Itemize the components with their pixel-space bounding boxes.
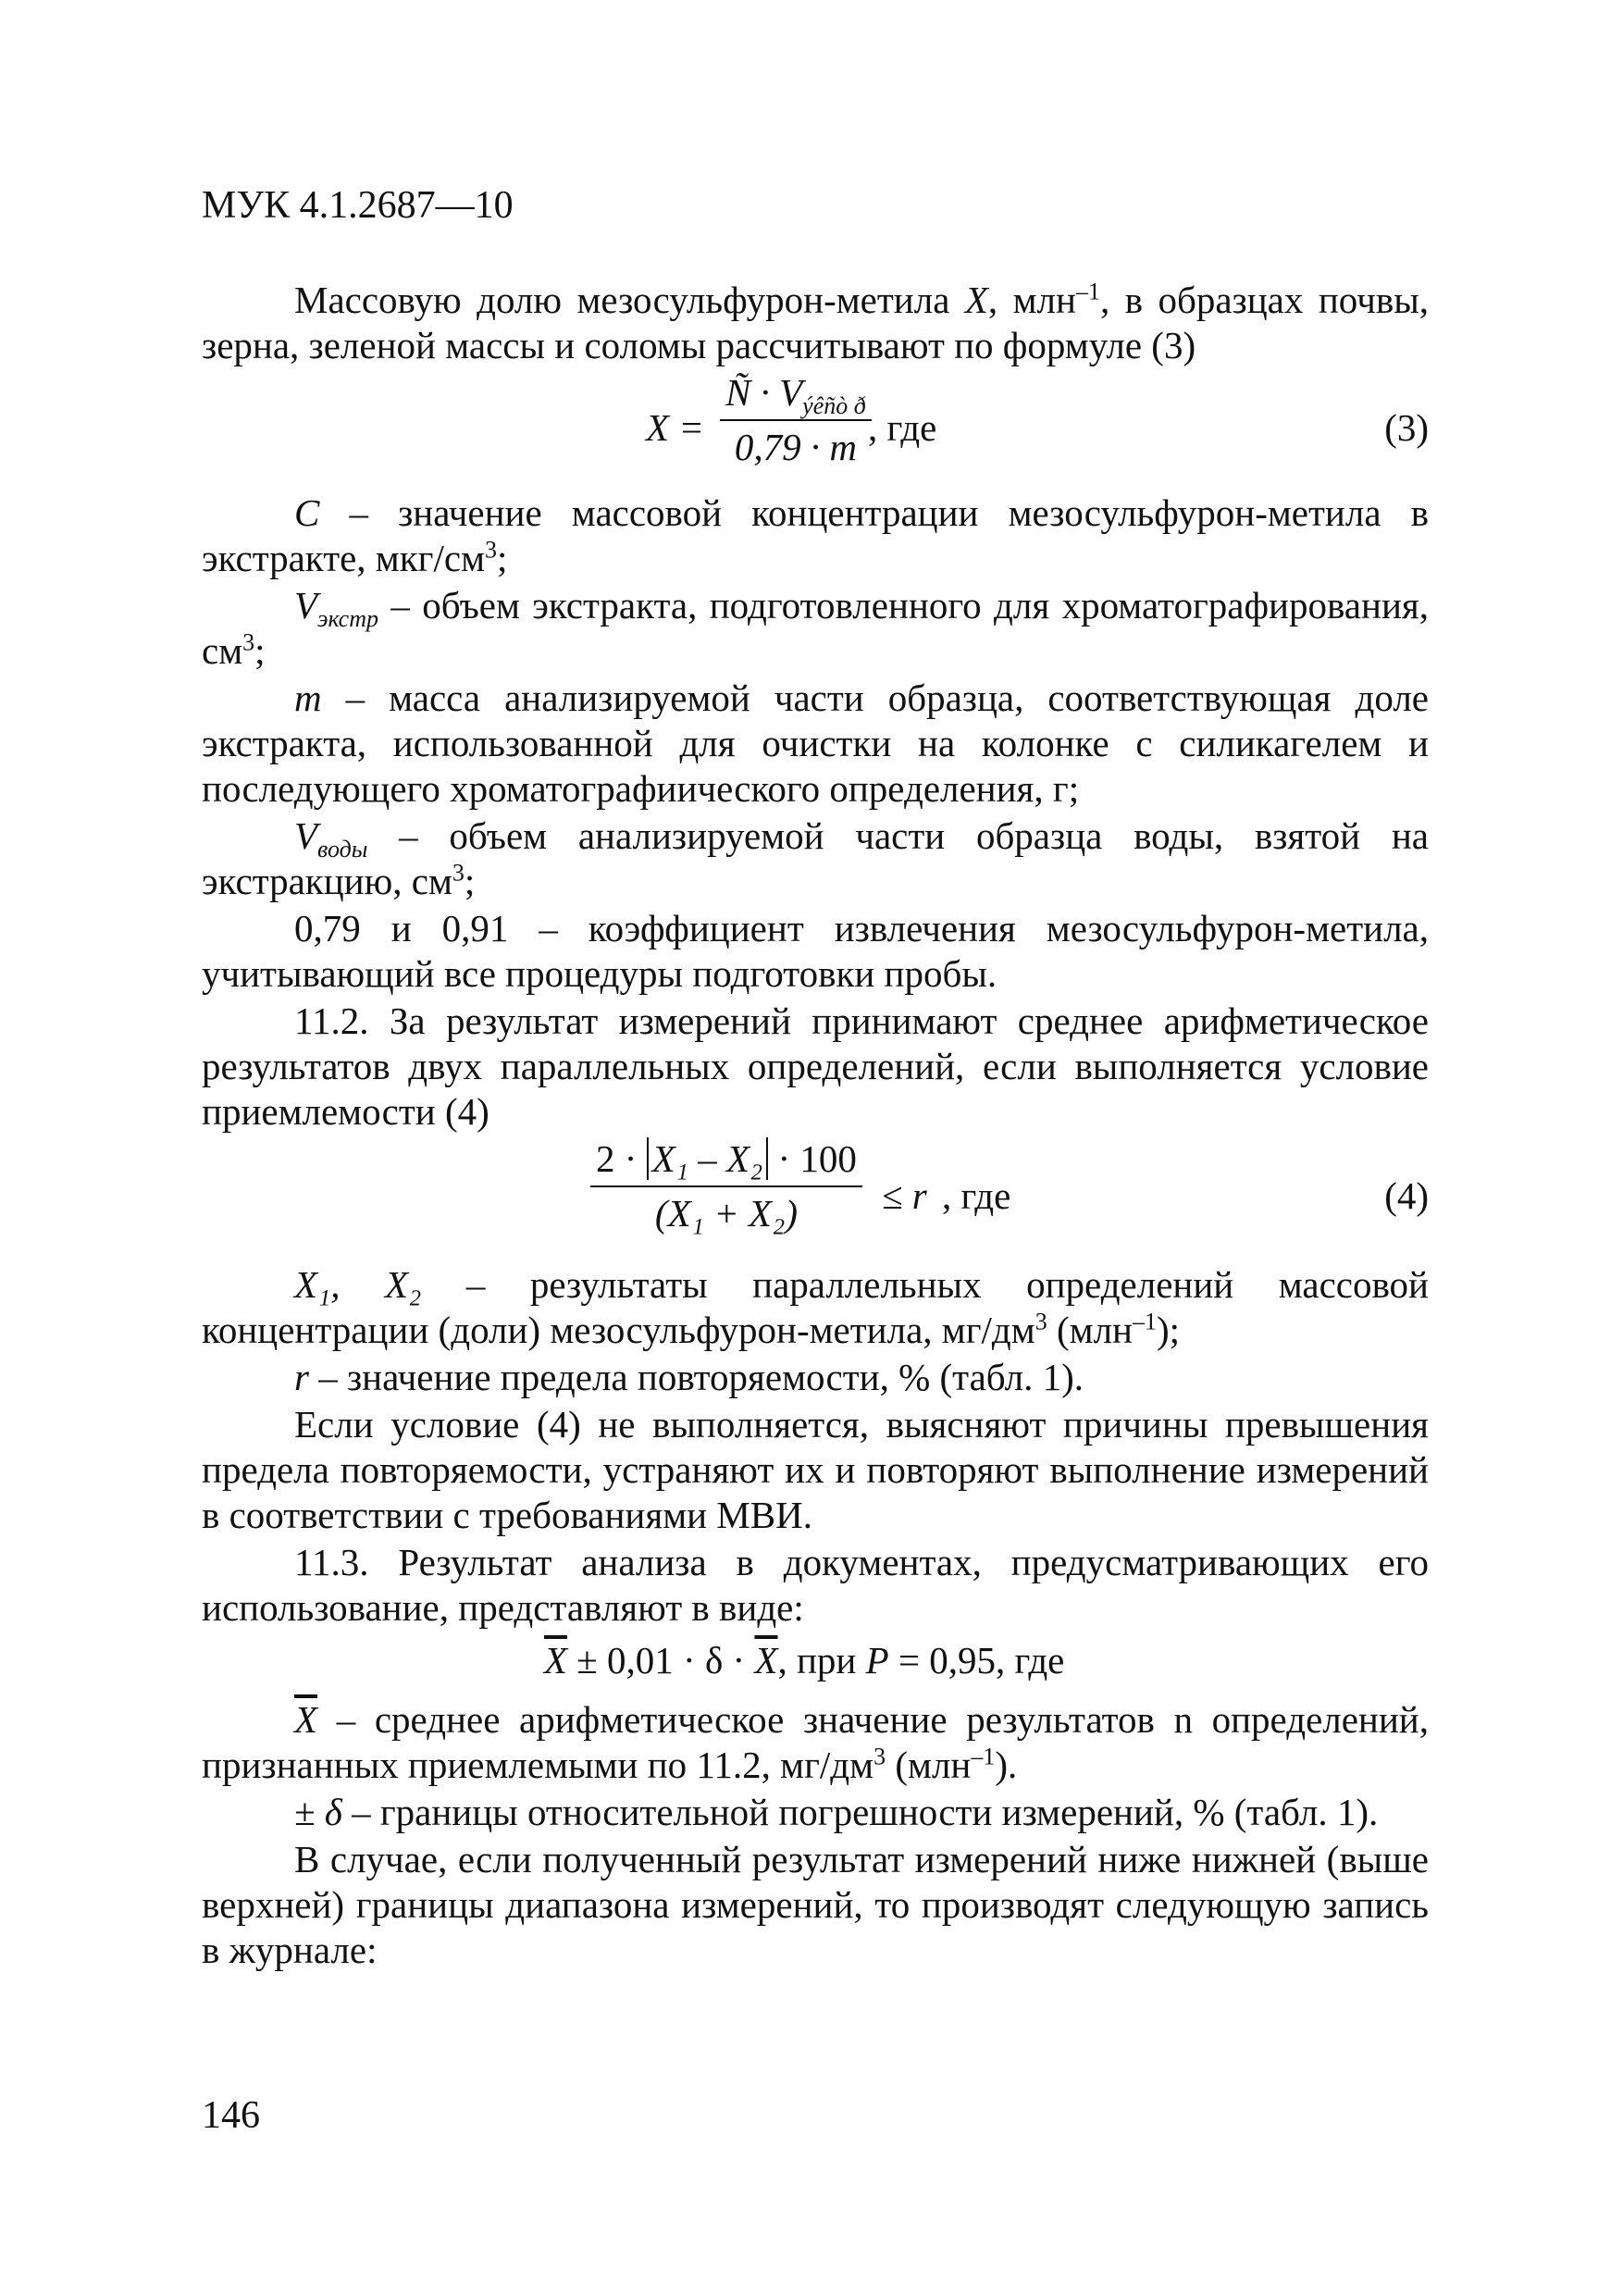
definition-x-bar: $\overline{X}$ – среднее арифметическое значение результатов n определений, признанных приемлемыми по 11.2, $мг/дм^3$ (млн$^{-1}$). <box>202 1698 1429 1786</box>
paragraph-coefficient: 0,79 и 0,91 – коэффициент извлечения мезосульфурон-метила, учитывающий все процедуры подготовки пробы. <box>202 907 1429 995</box>
formula-4-number: (4) <box>1384 1174 1429 1217</box>
paragraph-mass-fraction: Массовую долю мезосульфурон-метила X, млн$^{-1}$, в образцах почвы, зерна, зеленой массы и соломы рассчитывают по формуле (3) <box>202 278 1429 366</box>
definition-c: C – значение массовой концентрации мезосульфурон-метила в экстракте, мкг/$см^3$; <box>202 491 1429 579</box>
formula-3-number: (3) <box>1384 406 1429 449</box>
definition-v-water: $V_{воды}$ – объем анализируемой части образца воды, взятой на экстракцию, $см^3$; <box>202 814 1429 902</box>
definition-x1-x2: X₁, X₂ – результаты параллельных определений массовой концентрации (доли) мезосульфурон-метила, $мг/дм^3$ (млн$^{-1}$); <box>202 1263 1429 1351</box>
formula-3-fraction: Ñ · $V_{ýêñò ð}$ 0,79 · m <box>720 370 872 470</box>
formula-4-fraction: 2 · X₁ – X₂ · 100 (X₁ + X₂) <box>590 1136 862 1236</box>
paragraph-journal-record: В случае, если полученный результат измерений ниже нижней (выше верхней) границы диапазона измерений, то производят следующую запись в журнале: <box>202 1838 1429 1971</box>
definition-m: m – масса анализируемой части образца, соответствующая доле экстракта, использованной для очистки на колонке с силикагелем и последующего хроматографиического определения, г; <box>202 676 1429 810</box>
formula-3: X = Ñ · $V_{ýêñò ð}$ 0,79 · m , где (3) <box>646 371 1429 468</box>
formula-5: $\overline{X} \pm 0,01 \cdot \delta \cdot \overline{X}$, при P = 0,95, где <box>544 1639 1065 1682</box>
document-header: МУК 4.1.2687—10 <box>202 184 514 227</box>
definition-delta: ± δ – границы относительной погрешности измерений, % (табл. 1). <box>294 1791 1379 1833</box>
paragraph-if-condition: Если условие (4) не выполняется, выясняют причины превышения предела повторяемости, устраняют их и повторяют выполнение измерений в соответствии с требованиями МВИ. <box>202 1403 1429 1536</box>
page-number: 146 <box>202 2094 260 2137</box>
formula-4: 2 · X₁ – X₂ · 100 (X₁ + X₂) ≤ r , где (4) <box>202 1136 1429 1262</box>
paragraph-11-3: 11.3. Результат анализа в документах, предусматривающих его использование, представляют в виде: <box>202 1541 1429 1629</box>
body-text <box>202 278 1429 1975</box>
definition-r: r – значение предела повторяемости, % (табл. 1). <box>294 1356 1084 1398</box>
paragraph-11-2: 11.2. За результат измерений принимают среднее арифметическое результатов двух параллельных определений, если выполняется условие приемлемости (4) <box>202 999 1429 1133</box>
definition-v-extract: $V_{экстр}$ – объем экстракта, подготовленного для хроматографирования, $см^3$; <box>202 584 1429 672</box>
